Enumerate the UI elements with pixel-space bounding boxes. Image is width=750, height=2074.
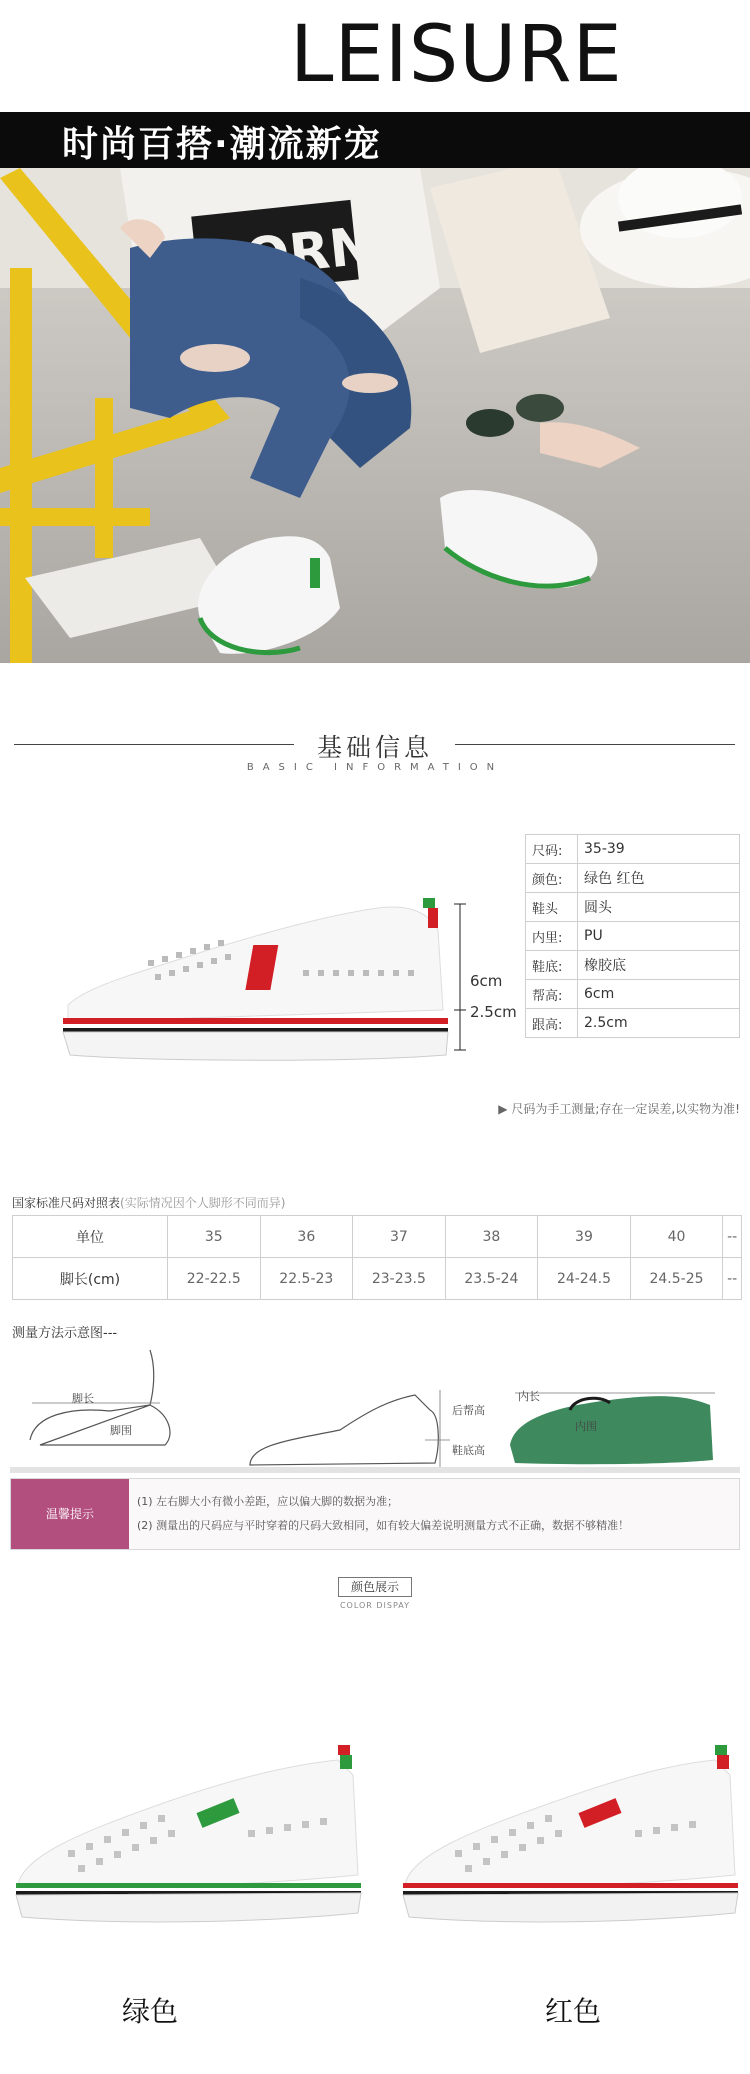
label-inner-width: 内围 xyxy=(575,1420,597,1433)
size-cell: 22.5-23 xyxy=(260,1258,353,1300)
spec-value: 35-39 xyxy=(578,835,740,864)
tip-line-1: (1) 左右脚大小有微小差距，应以偏大脚的数据为准； xyxy=(137,1495,399,1508)
label-foot-width: 脚围 xyxy=(110,1424,132,1437)
label-heel-height: 后帮高 xyxy=(452,1404,485,1417)
section-title-cn: 基础信息 xyxy=(316,733,433,762)
size-chart-header-row xyxy=(13,1216,742,1258)
hero-illustration xyxy=(0,168,750,663)
size-cell: 单位 xyxy=(13,1216,168,1258)
size-cell: 22-22.5 xyxy=(168,1258,261,1300)
size-cell: -- xyxy=(723,1216,742,1258)
spec-row xyxy=(526,922,740,951)
spec-row xyxy=(526,951,740,980)
color-display-title: 颜色展示 xyxy=(338,1577,412,1597)
size-cell: 40 xyxy=(630,1216,723,1258)
tip-line-2: (2) 测量出的尺码应与平时穿着的尺码大致相同，如有较大偏差说明测量方式不正确，数据不够精准！ xyxy=(137,1519,630,1532)
sole-dimension: 2.5cm xyxy=(470,1003,517,1021)
size-chart-table xyxy=(12,1215,742,1300)
shoe-red-image xyxy=(395,1735,745,1935)
measure-title: 测量方法示意图--- xyxy=(12,1326,118,1341)
size-cell: -- xyxy=(723,1258,742,1300)
measure-illustration xyxy=(10,1345,740,1475)
label-foot-length: 脚长 xyxy=(72,1392,94,1405)
banner-title: LEISURE xyxy=(290,10,623,100)
spec-value: PU xyxy=(578,922,740,951)
shoe-green-image xyxy=(8,1735,368,1935)
spec-key: 鞋底: xyxy=(526,951,578,980)
side-shoe-image xyxy=(58,890,478,1070)
height-dimension: 6cm xyxy=(470,972,503,990)
spec-key: 内里: xyxy=(526,922,578,951)
size-cell: 23.5-24 xyxy=(445,1258,538,1300)
size-cell: 24-24.5 xyxy=(538,1258,631,1300)
spec-value: 绿色 红色 xyxy=(578,864,740,893)
size-cell: 37 xyxy=(353,1216,446,1258)
spec-row xyxy=(526,1009,740,1038)
size-cell: 24.5-25 xyxy=(630,1258,723,1300)
spec-row xyxy=(526,893,740,922)
spec-key: 颜色: xyxy=(526,864,578,893)
spec-table xyxy=(525,834,740,1038)
spec-key: 帮高: xyxy=(526,980,578,1009)
spec-value: 2.5cm xyxy=(578,1009,740,1038)
spec-value: 橡胶底 xyxy=(578,951,740,980)
label-sole-height: 鞋底高 xyxy=(452,1444,485,1457)
size-cell: 39 xyxy=(538,1216,631,1258)
spec-row xyxy=(526,835,740,864)
spec-key: 尺码: xyxy=(526,835,578,864)
section-header xyxy=(0,720,750,780)
color-label-red: 红色 xyxy=(545,1995,602,2028)
spec-key: 跟高: xyxy=(526,1009,578,1038)
size-cell: 脚长(cm) xyxy=(13,1258,168,1300)
size-cell: 23-23.5 xyxy=(353,1258,446,1300)
size-chart-title xyxy=(12,1194,285,1211)
size-chart-title-note: (实际情况因个人脚形不同而异) xyxy=(120,1196,286,1210)
size-cell: 36 xyxy=(260,1216,353,1258)
size-chart-data-row xyxy=(13,1258,742,1300)
spec-value: 6cm xyxy=(578,980,740,1009)
measure-note: ▶ 尺码为手工测量;存在一定误差,以实物为准! xyxy=(498,1102,740,1116)
label-inner-length: 内长 xyxy=(518,1390,540,1403)
size-cell: 35 xyxy=(168,1216,261,1258)
banner-subtitle: 时尚百搭·潮流新宠 xyxy=(62,124,382,165)
tip-label: 温馨提示 xyxy=(11,1479,129,1549)
color-display-title-en: COLOR DISPAY xyxy=(339,1601,411,1610)
size-chart-title-text: 国家标准尺码对照表 xyxy=(12,1196,121,1210)
spec-row xyxy=(526,980,740,1009)
spec-row xyxy=(526,864,740,893)
hero-photo xyxy=(0,168,750,663)
spec-value: 圆头 xyxy=(578,893,740,922)
size-cell: 38 xyxy=(445,1216,538,1258)
section-title-en: BASIC INFORMATION xyxy=(246,762,504,773)
tip-box xyxy=(10,1478,740,1550)
color-label-green: 绿色 xyxy=(122,1995,179,2028)
spec-key: 鞋头 xyxy=(526,893,578,922)
